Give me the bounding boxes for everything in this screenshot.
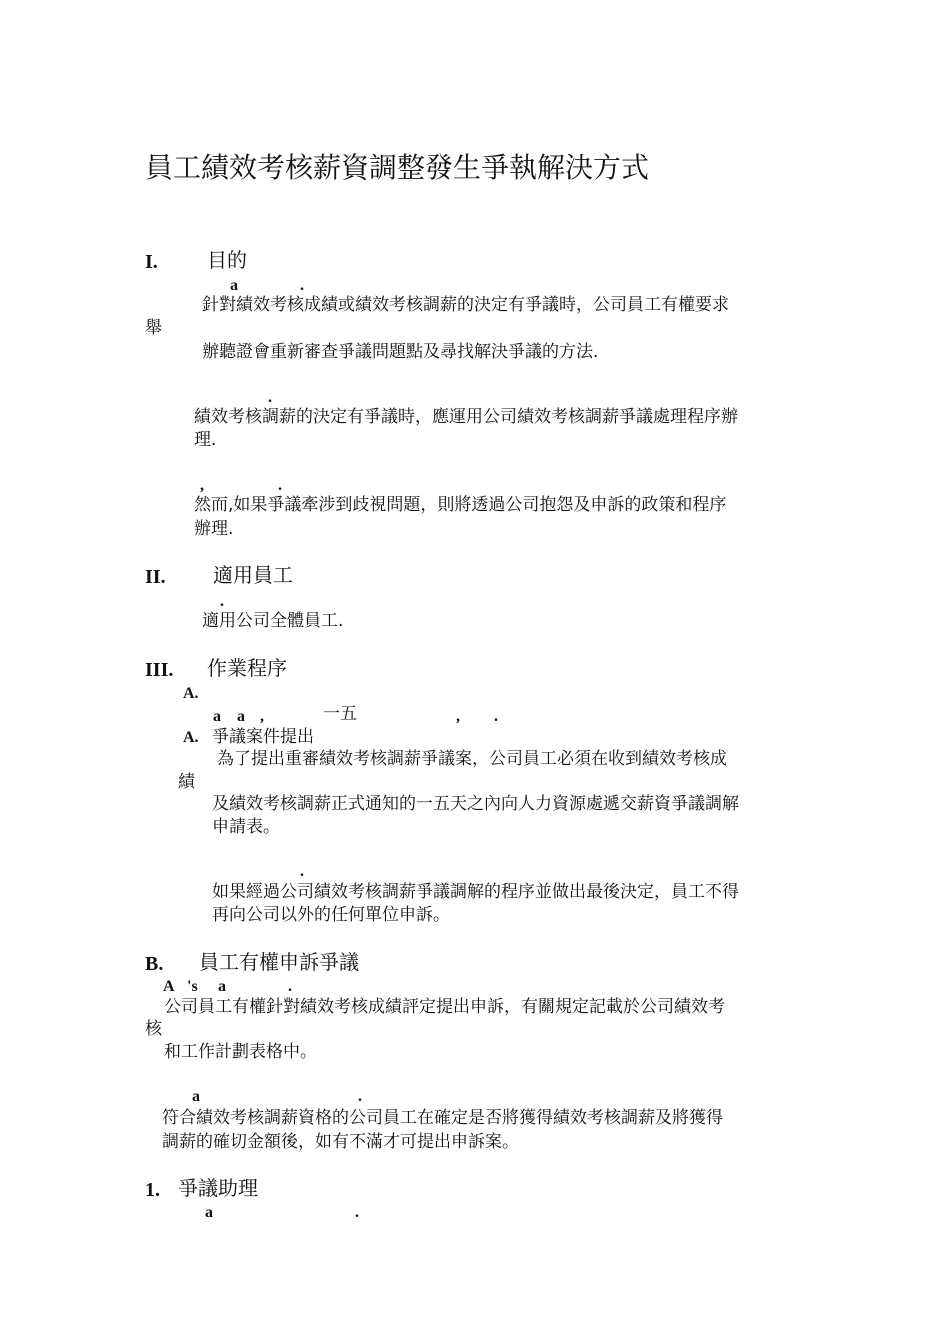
- text-fragment: .: [494, 708, 498, 725]
- text-fragment: .: [355, 1204, 359, 1221]
- section-heading: 爭議助理: [178, 1176, 258, 1200]
- paragraph-line: 辦理.: [194, 519, 234, 539]
- paragraph-line: 績: [178, 772, 195, 792]
- paragraph-line: 辦聽證會重新審查爭議問題點及尋找解決爭議的方法.: [202, 342, 599, 362]
- paragraph-line: 符合績效考核調薪資格的公司員工在確定是否將獲得績效考核調薪及將獲得: [162, 1108, 723, 1128]
- section-heading: 目的: [207, 248, 247, 272]
- paragraph-line: 核: [145, 1019, 162, 1039]
- section-number: I.: [145, 251, 158, 273]
- section-heading: 適用員工: [213, 563, 293, 587]
- paragraph-line: 公司員工有權針對績效考核成績評定提出申訴，有關規定記載於公司績效考: [164, 997, 725, 1017]
- paragraph-line: 和工作計劃表格中。: [164, 1042, 317, 1062]
- section-heading: 作業程序: [207, 656, 287, 680]
- paragraph-line: 調薪的確切金額後，如有不滿才可提出申訴案。: [162, 1132, 519, 1152]
- text-fragment: 一五: [323, 704, 357, 724]
- section-number: B.: [145, 953, 164, 975]
- text-fragment: A.: [183, 685, 199, 702]
- text-fragment: .: [300, 277, 304, 294]
- paragraph-line: 為了提出重審績效考核調薪爭議案，公司員工必須在收到績效考核成: [217, 749, 727, 769]
- paragraph-line: 績效考核調薪的決定有爭議時，應運用公司績效考核調薪爭議處理程序辦: [194, 407, 738, 427]
- paragraph-line: 及績效考核調薪正式通知的一五天之內向人力資源處遞交薪資爭議調解: [212, 794, 739, 814]
- paragraph-line: 針對績效考核成績或績效考核調薪的決定有爭議時，公司員工有權要求: [202, 295, 729, 315]
- text-fragment: ,: [200, 477, 204, 494]
- section-number: II.: [145, 566, 166, 588]
- paragraph-line: 理.: [194, 430, 217, 450]
- text-fragment: .: [300, 863, 304, 880]
- text-fragment: a: [205, 1204, 213, 1221]
- text-fragment: .: [288, 978, 292, 995]
- text-fragment: a: [230, 277, 238, 294]
- paragraph-line: 適用公司全體員工.: [202, 611, 344, 631]
- paragraph-line: 申請表。: [212, 817, 280, 837]
- text-fragment: a: [213, 708, 221, 725]
- paragraph-line: 然而,如果爭議牽涉到歧視問題，則將透過公司抱怨及申訴的政策和程序: [194, 495, 727, 515]
- section-heading: 員工有權申訴爭議: [199, 950, 359, 974]
- text-fragment: .: [278, 477, 282, 494]
- text-fragment: ,: [456, 708, 460, 725]
- text-fragment: a: [218, 978, 226, 995]
- text-fragment: A: [163, 978, 175, 995]
- text-fragment: .: [268, 389, 272, 406]
- paragraph-line: 舉: [145, 318, 162, 338]
- text-fragment: .: [358, 1088, 362, 1105]
- section-number: 1.: [145, 1179, 160, 1201]
- text-fragment: ,: [260, 708, 264, 725]
- page-title: 員工績效考核薪資調整發生爭執解決方式: [145, 151, 650, 184]
- text-fragment: 's: [187, 978, 198, 995]
- paragraph-line: 再向公司以外的任何單位申訴。: [212, 905, 450, 925]
- subsection-heading: 爭議案件提出: [212, 727, 314, 747]
- section-number: III.: [145, 659, 174, 681]
- text-fragment: a: [192, 1088, 200, 1105]
- subsection-label: A.: [183, 729, 199, 746]
- text-fragment: a: [237, 708, 245, 725]
- text-fragment: .: [220, 593, 224, 610]
- paragraph-line: 如果經過公司績效考核調薪爭議調解的程序並做出最後決定，員工不得: [212, 882, 739, 902]
